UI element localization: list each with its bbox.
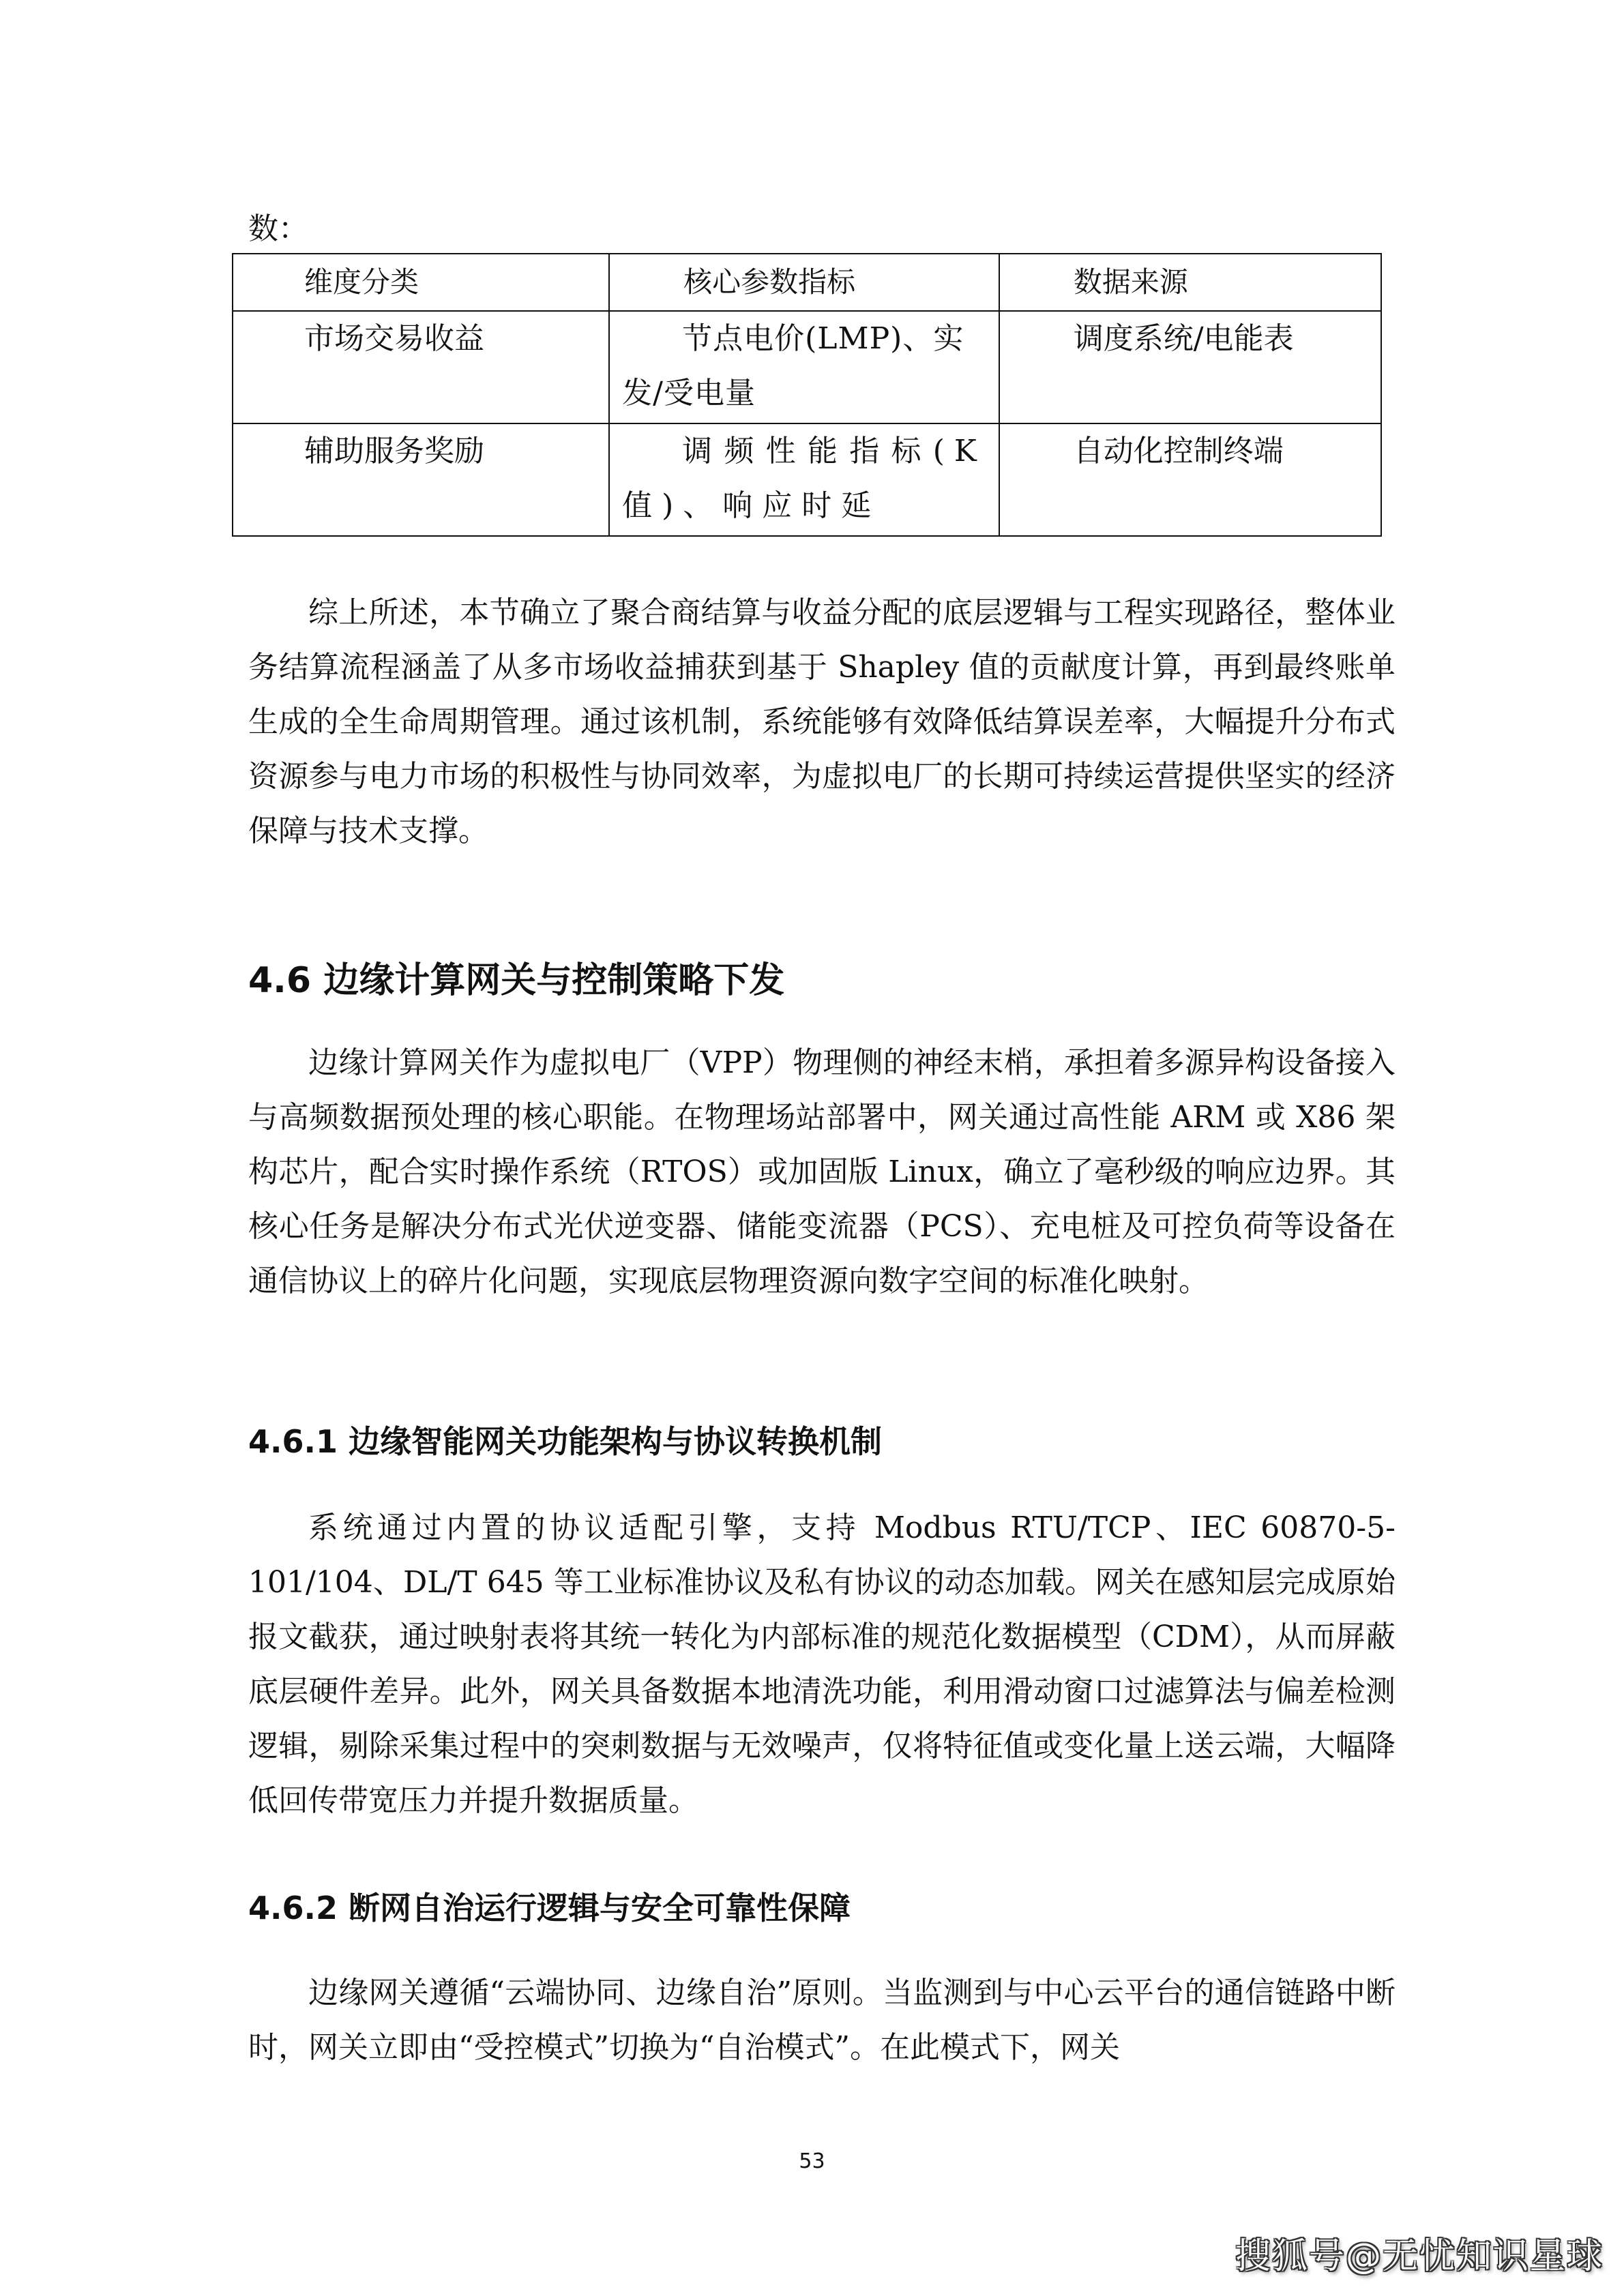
section-heading-4-6-2: 4.6.2 断网自治运行逻辑与安全可靠性保障 (248, 1890, 851, 1926)
table-cell (609, 311, 999, 423)
section-4-6-2-paragraph: 边缘网关遵循“云端协同、边缘自治”原则。当监测到与中心云平台的通信链路中断时，网关立即由“受控模式”切换为“自治模式”。在此模式下，网关 (248, 1976, 1396, 2065)
summary-paragraph: 综上所述，本节确立了聚合商结算与收益分配的底层逻辑与工程实现路径，整体业务结算流程涵盖了从多市场收益捕获到基于 Shapley 值的贡献度计算，再到最终账单生成的全生命周期管理。通过该机制，系统能够有效降低结算误差率，大幅提升分布式资源参与电力市场的积极性与协同效率，为虚拟电厂的长期可持续运营提供坚实的经济保障与技术支撑。 (248, 595, 1396, 848)
table-header-cell: 数据来源 (999, 254, 1381, 311)
table-header-cell: 维度分类 (233, 254, 609, 311)
section-4-6-paragraph: 边缘计算网关作为虚拟电厂（VPP）物理侧的神经末梢，承担着多源异构设备接入与高频数据预处理的核心职能。在物理场站部署中，网关通过高性能 ARM 或 X86 架构芯片，配合实时操作系统（RTOS）或加固版 Linux，确立了毫秒级的响应边界。其核心任务是解决分布式光伏逆变器、储能变流器（PCS）、充电桩及可控负荷等设备在通信协议上的碎片化问题，实现底层物理资源向数字空间的标准化映射。 (248, 1045, 1396, 1298)
table-cell-text: 节点电价(LMP)、实发/受电量 (622, 321, 964, 411)
section-heading-4-6-1: 4.6.1 边缘智能网关功能架构与协议转换机制 (248, 1423, 882, 1460)
table-row (233, 311, 1381, 423)
table-cell-text: 调频性能指标(K值)、响应时延 (622, 434, 986, 523)
section-heading-4-6: 4.6 边缘计算网关与控制策略下发 (248, 960, 785, 1001)
table-cell: 调度系统/电能表 (999, 311, 1381, 423)
table-cell: 市场交易收益 (233, 311, 609, 423)
table-cell (609, 423, 999, 536)
section-4-6-1-paragraph: 系统通过内置的协议适配引擎，支持 Modbus RTU/TCP、IEC 60870-5-101/104、DL/T 645 等工业标准协议及私有协议的动态加载。网关在感知层完成原始报文截获，通过映射表将其统一转化为内部标准的规范化数据模型（CDM），从而屏蔽底层硬件差异。此外，网关具备数据本地清洗功能，利用滑动窗口过滤算法与偏差检测逻辑，剔除采集过程中的突刺数据与无效噪声，仅将特征值或变化量上送云端，大幅降低回传带宽压力并提升数据质量。 (248, 1510, 1396, 1818)
table-row (233, 423, 1381, 536)
table-cell: 自动化控制终端 (999, 423, 1381, 536)
table-cell: 辅助服务奖励 (233, 423, 609, 536)
parameter-table (232, 253, 1382, 537)
watermark: 搜狐号@无忧知识星球 (1235, 2236, 1604, 2277)
table-header-row (233, 254, 1381, 311)
page-number: 53 (799, 2149, 825, 2173)
lead-text: 数： (248, 211, 308, 246)
table-header-cell: 核心参数指标 (609, 254, 999, 311)
